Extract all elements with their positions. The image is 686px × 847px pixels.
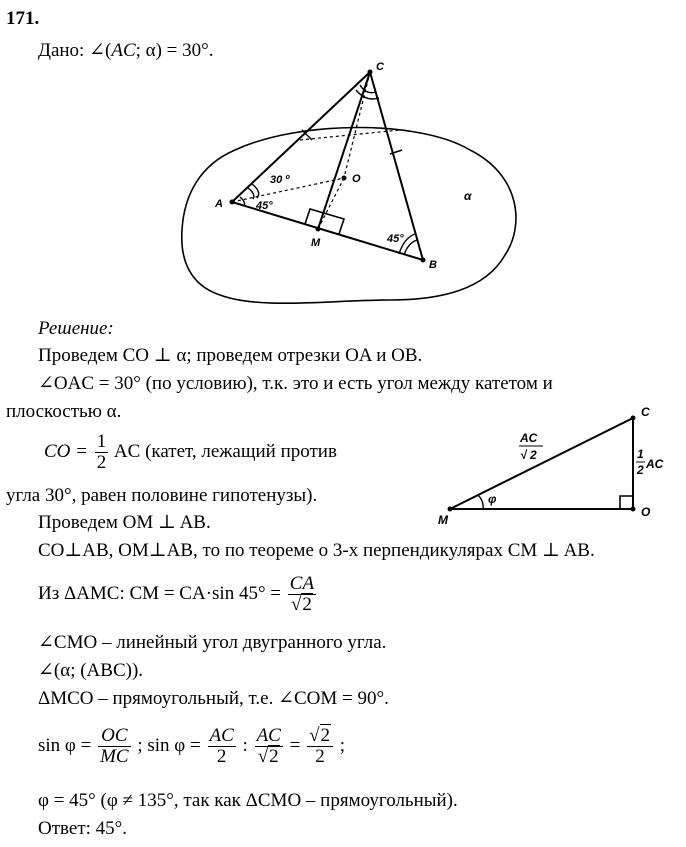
- l12-f4n: 2: [320, 725, 330, 747]
- angle-label-45-a: 45°: [256, 200, 273, 212]
- given-ac: AC: [111, 40, 136, 61]
- l4-frac-num: 1: [96, 431, 107, 453]
- l12-frac1: [98, 726, 131, 767]
- l12-f2n: AC: [209, 725, 234, 747]
- label-m2: M: [438, 513, 448, 527]
- label-phi: φ: [488, 492, 497, 506]
- l4-fraction: [95, 432, 109, 473]
- given-suffix: °.: [201, 40, 214, 61]
- plane-alpha-outline: [182, 128, 516, 304]
- segment-mc: [450, 418, 633, 509]
- solution-line-2: ∠OAC = 30° (по условию), т.к. это и есть угол между катетом и: [38, 373, 553, 394]
- hyp-den: 2: [530, 448, 537, 462]
- l12-a: sin φ =: [38, 735, 92, 756]
- l12-e: ;: [339, 735, 346, 756]
- solution-line-3: плоскостью α.: [6, 401, 122, 422]
- angle-mark-a-30: [252, 184, 259, 198]
- l8-fraction: $\frac{CA}{√2}$: [289, 573, 315, 616]
- label-alpha: α: [464, 189, 472, 203]
- right-angle-o: [620, 496, 633, 509]
- label-c2: C: [641, 405, 650, 419]
- l12-f1n: OC: [98, 726, 131, 747]
- angle-mark-b: [404, 240, 417, 255]
- solution-line-7: CO⊥AB, OM⊥AB, то по теореме о 3-х перпендикулярах CM ⊥ AB.: [38, 540, 595, 561]
- angle-mark-phi: [478, 495, 483, 509]
- label-a: A: [215, 198, 223, 210]
- solution-line-12: [38, 718, 345, 774]
- solution-line-1: Проведем CO ⊥ α; проведем отрезки OA и OB.: [38, 345, 423, 366]
- label-b: B: [429, 259, 437, 271]
- segment-om-dashed: [318, 178, 344, 229]
- solution-line-13: φ = 45° (φ ≠ 135°, так как ΔCMO – прямоугольный).: [38, 790, 458, 811]
- angle-label-45-b: 45°: [387, 233, 404, 245]
- point-b: [421, 258, 426, 263]
- l4-lhs: CO =: [44, 441, 88, 462]
- point-o2: [631, 507, 636, 512]
- solution-line-5: угла 30°, равен половине гипотенузы).: [6, 485, 318, 506]
- given-mid: ; α) = 30: [135, 40, 202, 61]
- l12-frac2: [208, 726, 236, 767]
- l12-frac3: $\frac{AC}{√2}$: [256, 725, 281, 768]
- l12-f3n: AC: [256, 725, 281, 747]
- l12-c: :: [242, 735, 248, 756]
- label-m: M: [311, 237, 321, 249]
- solution-line-8: [38, 568, 318, 620]
- point-m: [316, 227, 321, 232]
- answer-line: Ответ: 45°.: [38, 818, 127, 839]
- l12-b: ; sin φ =: [137, 735, 201, 756]
- label-o: O: [352, 173, 361, 185]
- point-o: [342, 176, 347, 181]
- label-o2: O: [641, 505, 651, 519]
- l8-den: 2: [302, 594, 312, 616]
- solution-line-6: Проведем OM ⊥ AB.: [38, 512, 211, 533]
- point-m2: [448, 507, 453, 512]
- hyp-sqrt: √: [520, 448, 527, 462]
- figure-right-triangle: [438, 405, 664, 527]
- l4-rest: AC (катет, лежащий против: [113, 441, 337, 462]
- angle-label-30: 30 º: [270, 174, 290, 186]
- point-a: [230, 200, 235, 205]
- label-c: C: [376, 61, 384, 73]
- point-c2: [631, 416, 636, 421]
- leg-den: 2: [637, 463, 644, 477]
- segment-cb: [370, 72, 423, 260]
- l12-f3d: 2: [269, 746, 279, 768]
- l8-num: CA: [289, 573, 315, 595]
- l4-frac-den: 2: [96, 452, 107, 474]
- solution-heading: Решение:: [38, 318, 114, 339]
- l12-f2d: 2: [216, 746, 227, 768]
- leg-num: 1: [637, 447, 644, 461]
- given-prefix: Дано: ∠(: [38, 40, 112, 61]
- segment-co-dashed: [344, 72, 370, 178]
- solution-line-10: ∠(α; (ABC)).: [38, 660, 144, 681]
- leg-tail: AC: [646, 457, 664, 471]
- l12-frac4: $\frac{√2}{2}$: [307, 726, 333, 767]
- l12-f4d: 2: [315, 746, 325, 768]
- hyp-num: AC: [520, 431, 538, 445]
- solution-line-11: ΔMCO – прямоугольный, т.е. ∠COM = 90°.: [38, 688, 389, 709]
- point-c: [368, 70, 373, 75]
- solution-line-4: [44, 428, 337, 476]
- l12-d: =: [289, 735, 301, 756]
- problem-number: 171.: [6, 8, 40, 29]
- l8-lhs: Из ΔAMC: CM = CA·sin 45° =: [38, 583, 282, 604]
- l12-f1d: MC: [100, 746, 129, 768]
- solution-line-9: ∠CMO – линейный угол двугранного угла.: [38, 632, 387, 653]
